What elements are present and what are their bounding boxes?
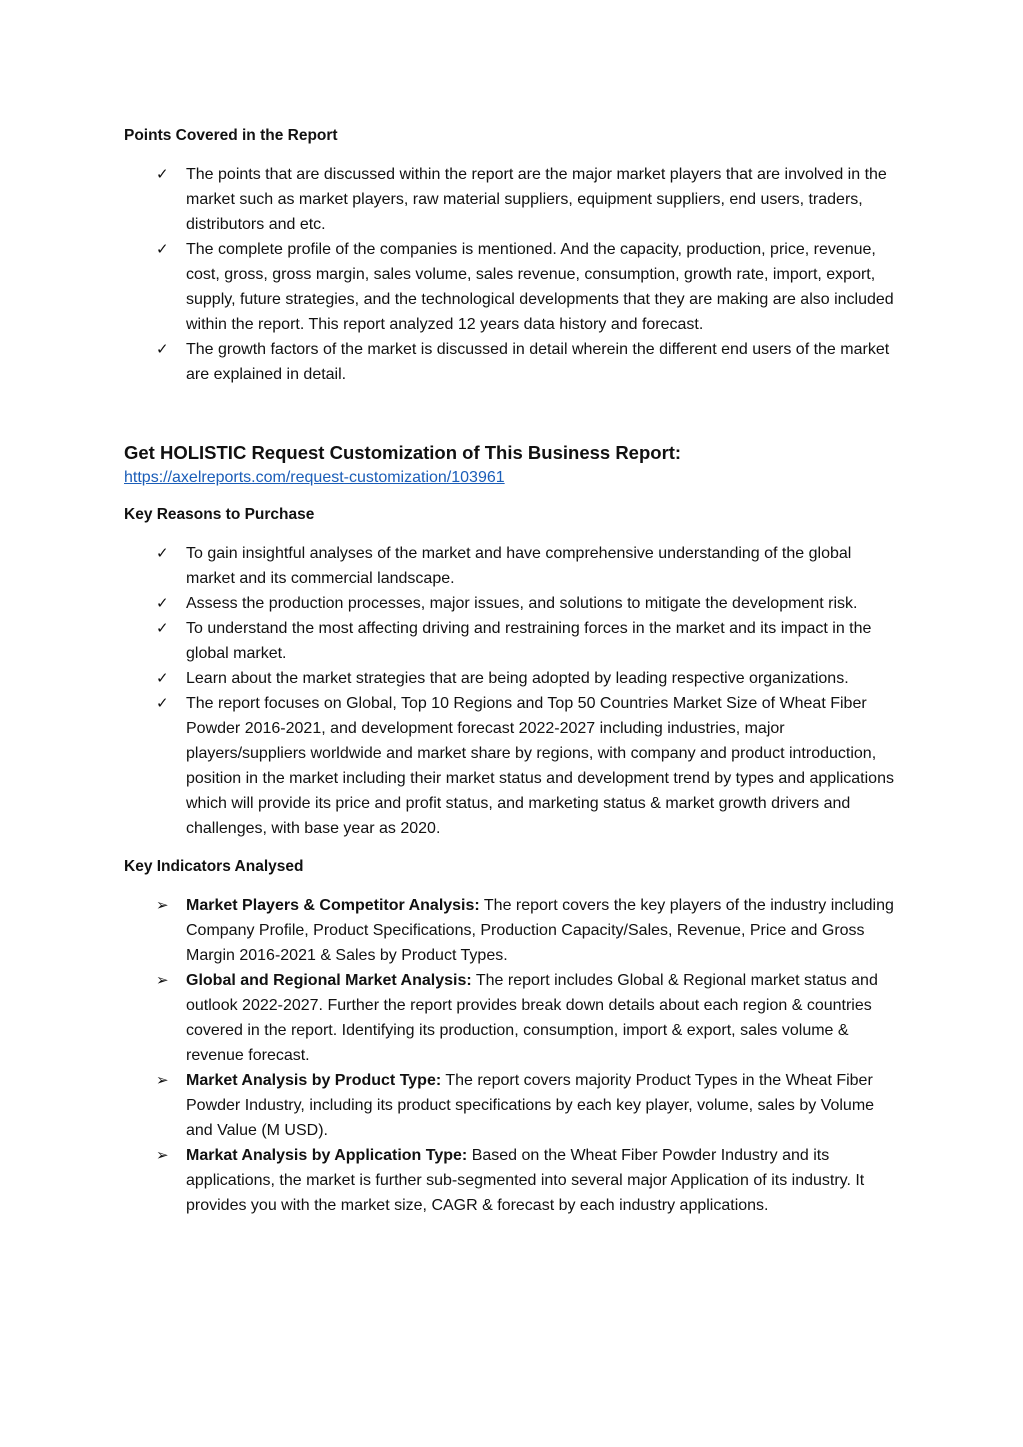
points-covered-list [124, 162, 904, 387]
list-item [124, 691, 904, 841]
list-item-text: To gain insightful analyses of the market and have comprehensive understanding of the global market and its commercial landscape. [186, 545, 852, 587]
key-reasons-heading: Key Reasons to Purchase [124, 506, 315, 523]
list-item-text: To understand the most affecting driving and restraining forces in the market and its impact in the global market. [186, 620, 872, 662]
customization-link[interactable]: https://axelreports.com/request-customization/103961 [124, 469, 505, 486]
list-item-text: The points that are discussed within the report are the major market players that are involved in the market such as market players, raw material suppliers, equipment suppliers, end users, traders, distributors and etc. [186, 166, 887, 233]
points-covered-heading: Points Covered in the Report [124, 127, 338, 144]
list-item-lead: Markat Analysis by Application Type: [186, 1147, 468, 1164]
list-item [124, 237, 904, 337]
list-item-lead: Market Players & Competitor Analysis: [186, 897, 480, 914]
list-item-text: The report includes Global & Regional market status and outlook 2022-2027. Further the report provides break down details about each region & countries covered in the report. Identifying its production, consumption, import & export, sales volume & revenue forecast. [186, 972, 878, 1064]
checkmark-icon: ✓ [156, 669, 169, 687]
list-item [124, 1068, 904, 1143]
arrow-bullet-icon: ➢ [156, 1071, 169, 1089]
key-indicators-heading: Key Indicators Analysed [124, 858, 304, 875]
checkmark-icon: ✓ [156, 619, 169, 637]
checkmark-icon: ✓ [156, 165, 169, 183]
list-item [124, 1143, 904, 1218]
list-item [124, 968, 904, 1068]
list-item-text: The growth factors of the market is discussed in detail wherein the different end users of the market are explained in detail. [186, 341, 890, 383]
list-item-text: The complete profile of the companies is mentioned. And the capacity, production, price, revenue, cost, gross, gross margin, sales volume, sales revenue, consumption, growth rate, import, export, supply, future strategies, and the technological developments that they are making are also included within the report. This report analyzed 12 years data history and forecast. [186, 241, 894, 333]
arrow-bullet-icon: ➢ [156, 971, 169, 989]
list-item-lead: Market Analysis by Product Type: [186, 1072, 442, 1089]
list-item-text: The report covers the key players of the industry including Company Profile, Product Specifications, Production Capacity/Sales, Revenue, Price and Gross Margin 2016-2021 & Sales by Product Types. [186, 897, 894, 964]
list-item [124, 541, 904, 591]
arrow-bullet-icon: ➢ [156, 896, 169, 914]
list-item-lead: Global and Regional Market Analysis: [186, 972, 472, 989]
checkmark-icon: ✓ [156, 694, 169, 712]
checkmark-icon: ✓ [156, 544, 169, 562]
list-item [124, 666, 904, 691]
list-item-text: Based on the Wheat Fiber Powder Industry and its applications, the market is further sub-segmented into several major Application of its industry. It provides you with the market size, CAGR & forecast by each industry applications. [186, 1147, 865, 1214]
checkmark-icon: ✓ [156, 240, 169, 258]
list-item [124, 616, 904, 666]
list-item [124, 893, 904, 968]
checkmark-icon: ✓ [156, 340, 169, 358]
list-item-text: Assess the production processes, major issues, and solutions to mitigate the development risk. [186, 595, 858, 612]
key-reasons-list [124, 541, 904, 841]
list-item-text: Learn about the market strategies that are being adopted by leading respective organizations. [186, 670, 849, 687]
arrow-bullet-icon: ➢ [156, 1146, 169, 1164]
list-item-text: The report covers majority Product Types in the Wheat Fiber Powder Industry, including its product specifications by each key player, volume, sales by Volume and Value (M USD). [186, 1072, 875, 1139]
key-indicators-list [124, 893, 904, 1218]
customization-heading: Get HOLISTIC Request Customization of This Business Report: [124, 442, 682, 463]
checkmark-icon: ✓ [156, 594, 169, 612]
list-item [124, 337, 904, 387]
list-item [124, 162, 904, 237]
list-item-text: The report focuses on Global, Top 10 Regions and Top 50 Countries Market Size of Wheat Fiber Powder 2016-2021, and development forecast 2022-2027 including industries, major players/suppliers worldwide and market share by regions, with company and product introduction, position in the market including their market status and development trend by types and applications which will provide its price and profit status, and marketing status & market growth drivers and challenges, with base year as 2020. [186, 695, 894, 837]
list-item [124, 591, 904, 616]
document-page [124, 124, 904, 1218]
